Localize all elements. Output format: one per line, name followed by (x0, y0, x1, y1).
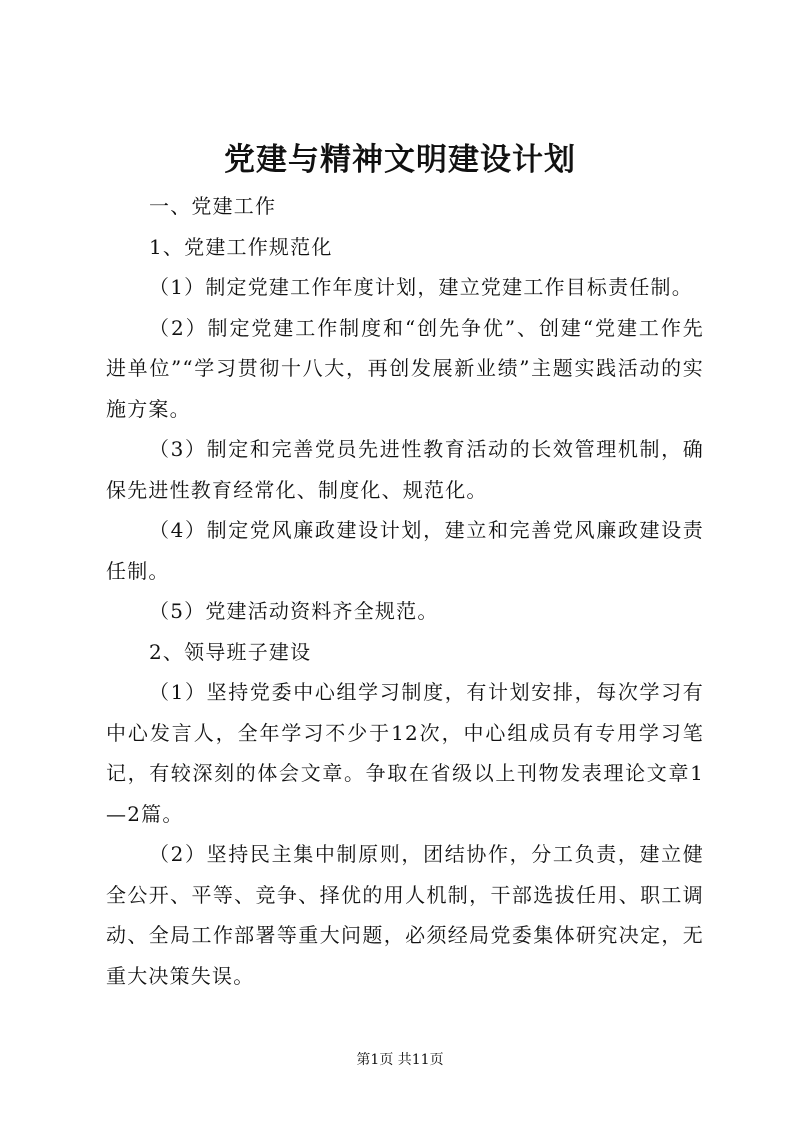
section-heading-party-building: 一、党建工作 (149, 194, 277, 218)
subsection-heading-standardization: 1、党建工作规范化 (149, 234, 333, 259)
paragraph-item-5: （5）党建活动资料齐全规范。 (149, 599, 439, 623)
document-body (106, 186, 704, 996)
subsection-heading-leadership: 2、领导班子建设 (149, 639, 312, 664)
paragraph-item-4: （4）制定党风廉政建设计划，建立和完善党风廉政建设责任制。 (106, 518, 704, 583)
paragraph-leadership-1: （1）坚持党委中心组学习制度，有计划安排，每次学习有中心发言人，全年学习不少于12次，中心组成员有专用学习笔记，有较深刻的体会文章。争取在省级以上刊物发表理论文章1—2篇。 (106, 680, 704, 826)
page-footer: 第1页 共11页 (356, 1052, 444, 1068)
paragraph-item-2: （2）制定党建工作制度和“创先争优”、创建“党建工作先进单位”“学习贯彻十八大，再创发展新业绩”主题实践活动的实施方案。 (106, 315, 704, 421)
paragraph-item-1: （1）制定党建工作年度计划，建立党建工作目标责任制。 (149, 275, 693, 299)
paragraph-item-3: （3）制定和完善党员先进性教育活动的长效管理机制，确保先进性教育经常化、制度化、规范化。 (106, 437, 704, 502)
document-title: 党建与精神文明建设计划 (224, 142, 576, 178)
paragraph-leadership-2: （2）坚持民主集中制原则，团结协作，分工负责，建立健全公开、平等、竞争、择优的用人机制，干部选拔任用、职工调动、全局工作部署等重大问题，必须经局党委集体研究决定，无重大决策失误。 (106, 842, 704, 988)
